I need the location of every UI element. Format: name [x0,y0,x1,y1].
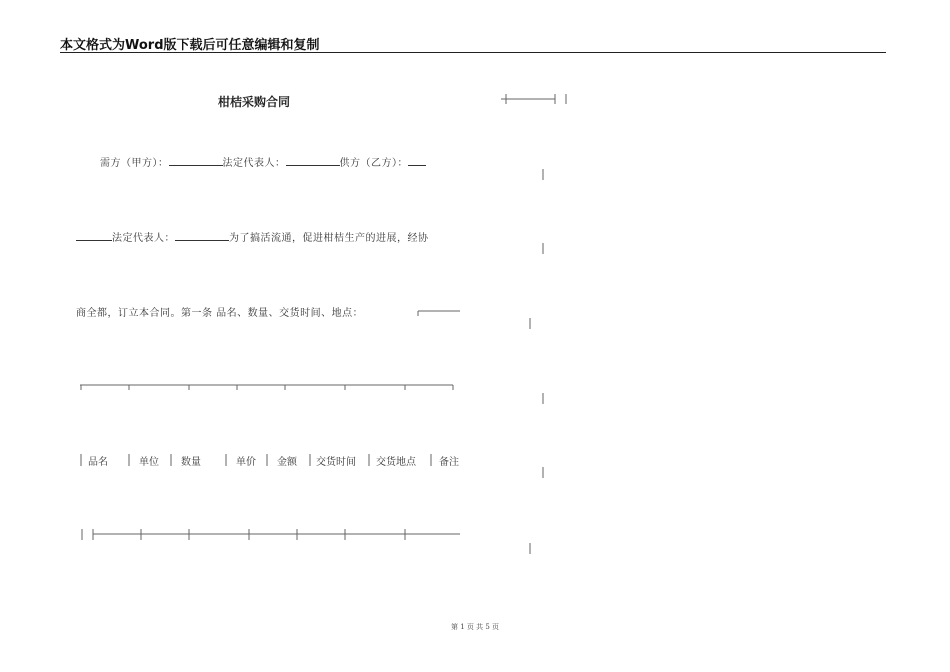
article-one-text: 商全都，订立本合同。第一条 品名、数量、交货时间、地点： [76,308,364,319]
table-header-amount: 金额 [277,457,297,468]
table-header-delivery-time: 交货时间 [316,457,356,468]
table-header-unit-price: 单价 [236,457,256,468]
page-footer: 第 1 页 共 5 页 [450,623,500,631]
table-header-remarks: 备注 [439,457,459,468]
purpose-text: 为了搞活流通，促进柑桔生产的进展，经协 [229,233,429,244]
page-header-title: 本文格式为Word版下载后可任意编辑和复制 [60,38,320,53]
seller-representative-label: 法定代表人： [112,233,175,244]
seller-label: 供方（乙方）： [339,158,408,169]
document-title: 柑桔采购合同 [218,95,291,109]
buyer-representative-label: 法定代表人： [222,158,286,169]
table-header-quantity: 数量 [181,457,201,468]
table-header-unit: 单位 [139,457,159,468]
table-header-name: 品名 [88,457,108,468]
table-header-delivery-place: 交货地点 [376,457,416,468]
buyer-label: 需方（甲方）： [100,158,169,169]
